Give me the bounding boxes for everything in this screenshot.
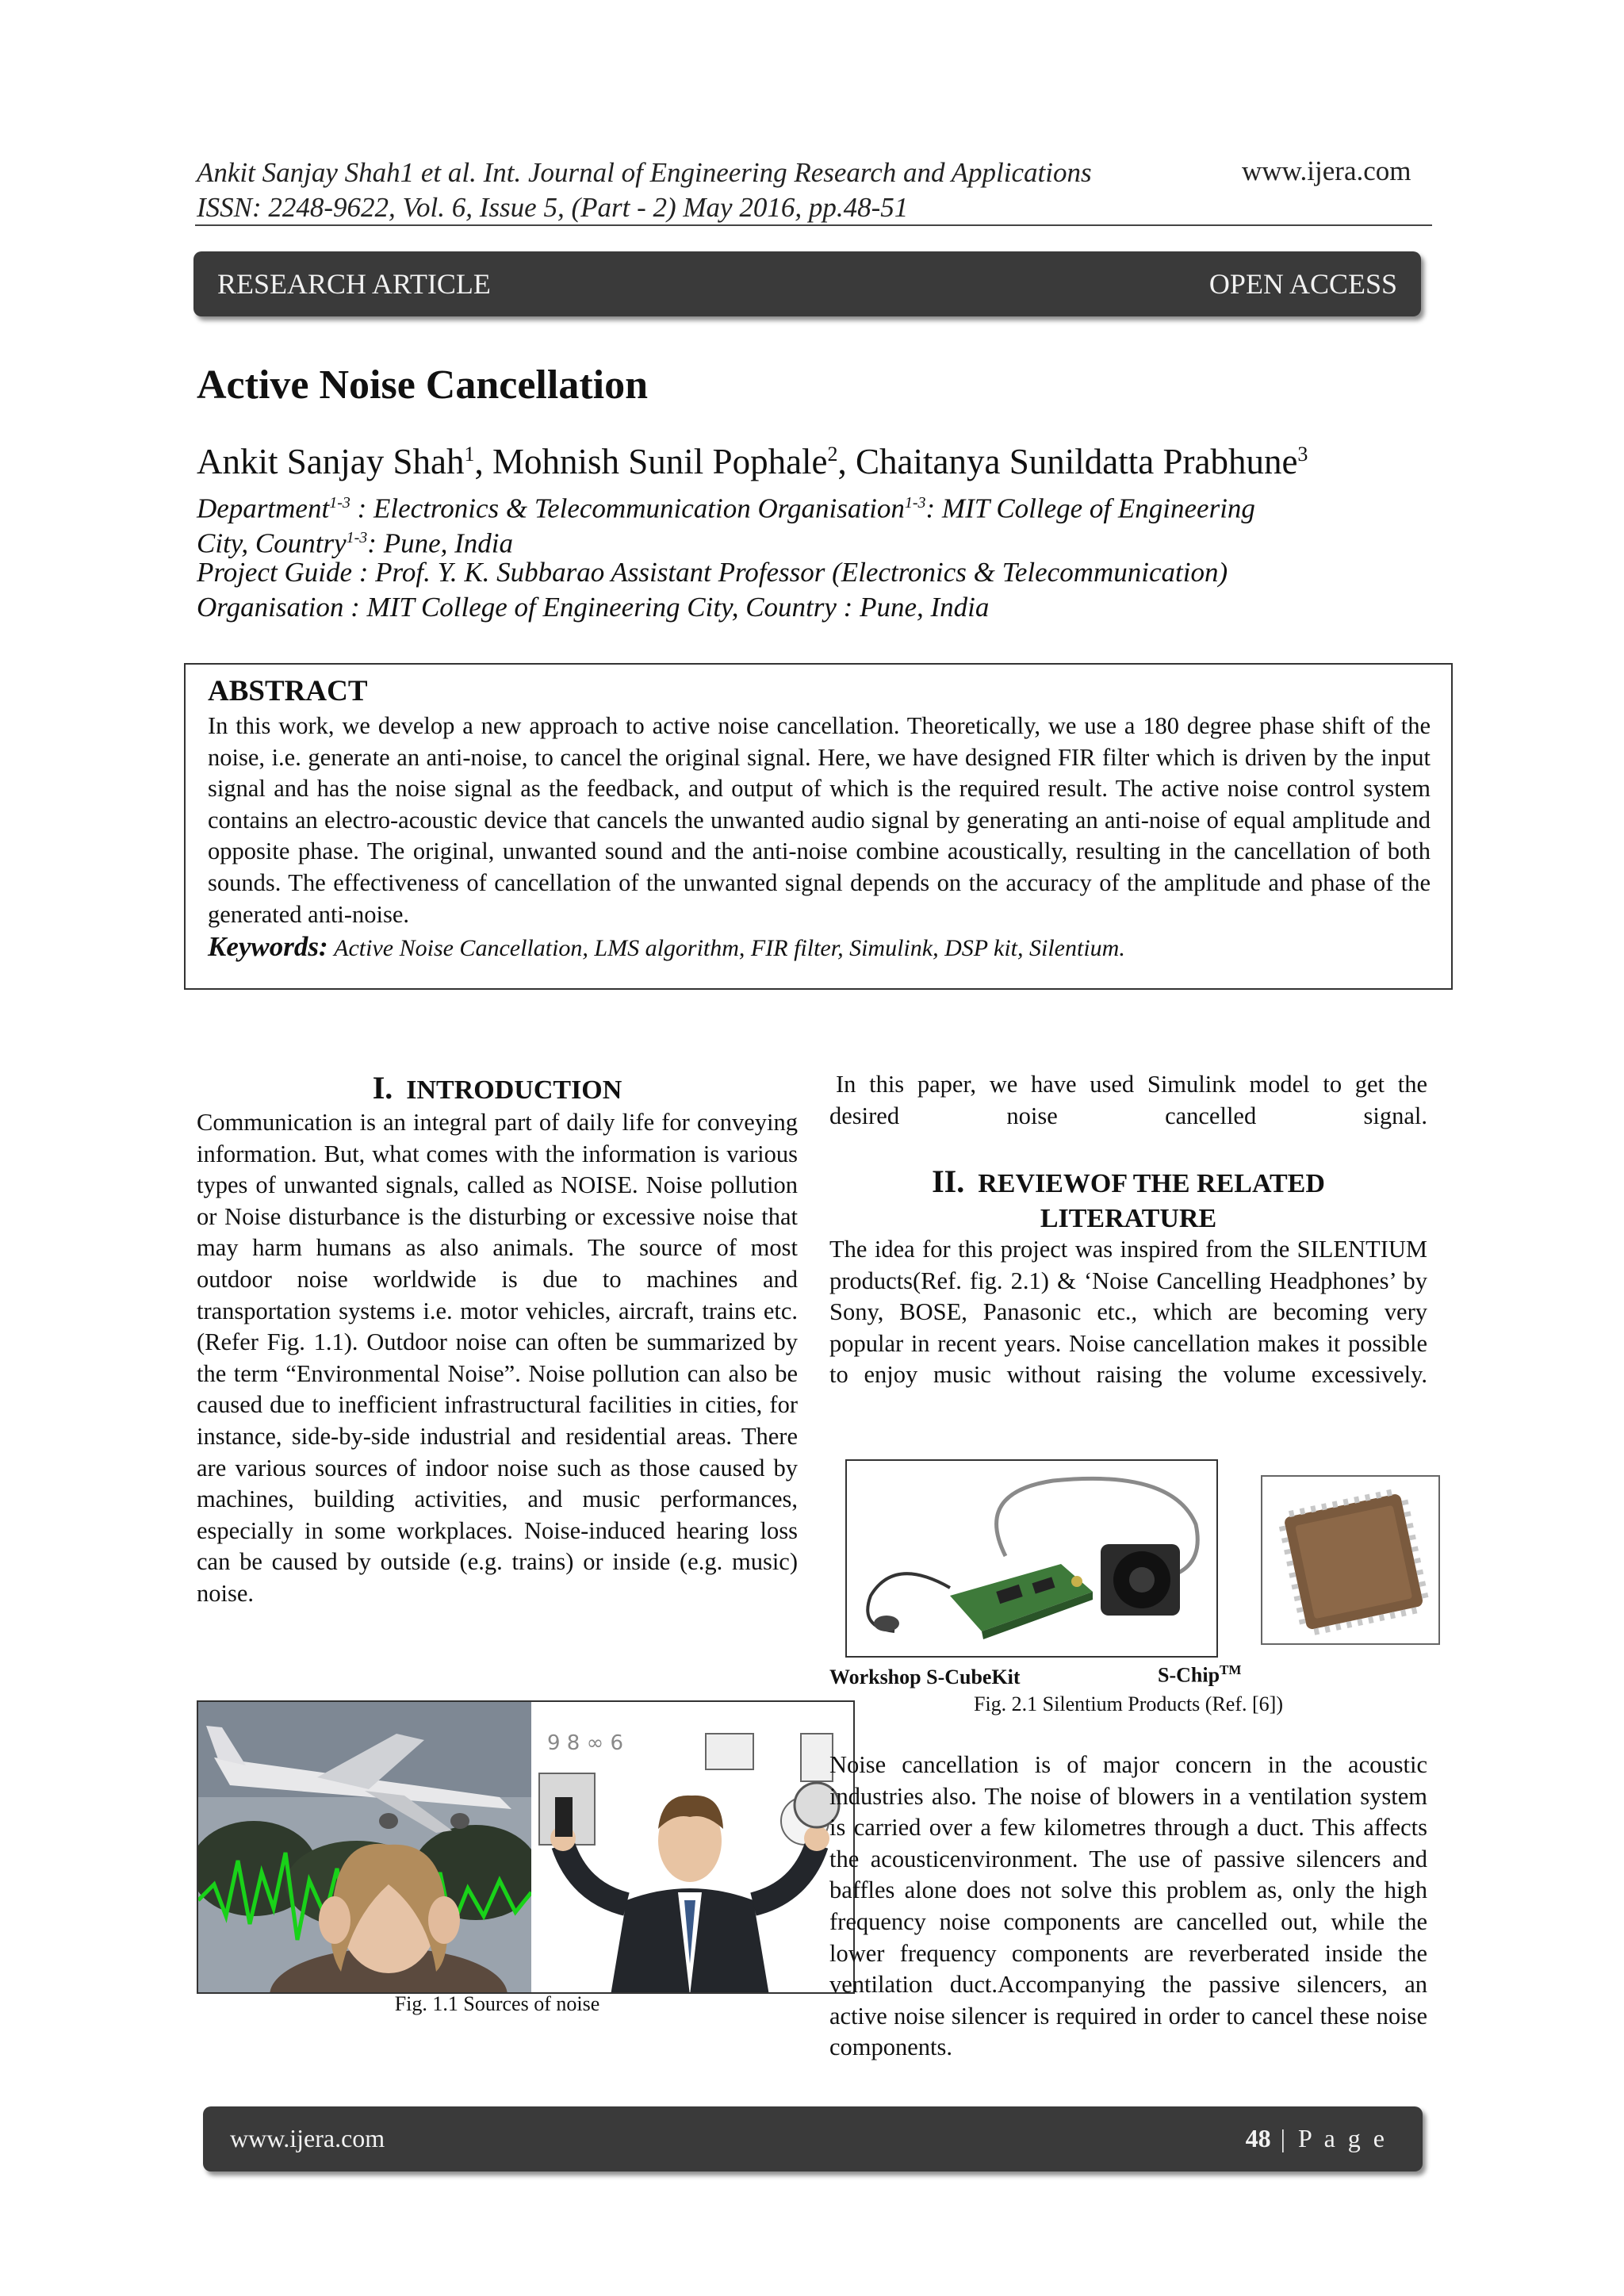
author-name: Chaitanya Sunildatta Prabhune [856, 442, 1298, 481]
sources-of-noise-figure [197, 1700, 855, 1994]
s-cubekit-illustration [847, 1461, 1218, 1658]
open-access-label: OPEN ACCESS [1208, 268, 1397, 300]
s-chip-photo [1261, 1475, 1440, 1645]
author-sup: 3 [1297, 443, 1308, 466]
author-name: Ankit Sanjay Shah [197, 442, 465, 481]
paper-title: Active Noise Cancellation [197, 362, 649, 408]
dept-text: : Electronics & Telecommunication Organisation [350, 493, 905, 524]
page-label: | P a g e [1270, 2124, 1388, 2152]
section-2-number: II. [932, 1163, 965, 1199]
noise-collage-illustration [198, 1702, 855, 1994]
page-number-value: 48 [1245, 2124, 1271, 2152]
research-article-label: RESEARCH ARTICLE [217, 268, 491, 300]
fig-2-1-caption: Fig. 2.1 Silentium Products (Ref. [6]) [974, 1692, 1283, 1715]
section-1-number: I. [372, 1070, 393, 1106]
header-rule [195, 224, 1432, 226]
organisation: Organisation : MIT College of Engineering City, Country : Pune, India [197, 592, 990, 623]
s-chip-name: S-Chip [1158, 1663, 1220, 1687]
acoustic-industry-body: Noise cancellation is of major concern in the acoustic industries also. The noise of blowers in a ventilation system is carried over a few kilometres through a duct. This affects the acousticenvironment. The use of passive silencers and baffles alone does not solve this problem as, only the high frequency noise components are cancelled out, while the lower frequency components are reverberated inside the ventilation duct.Accompanying the passive silencers, an active noise silencer is required in order to cancel these noise components. [829, 1751, 1427, 2061]
simulink-intro-text: In this paper, we have used Simulink model to get the desired noise cancelled signal. [829, 1071, 1427, 1129]
s-chip-illustration [1262, 1477, 1440, 1645]
section-2-title-line1: REVIEWOF THE RELATED [978, 1169, 1325, 1198]
s-cubekit-photo [845, 1459, 1218, 1658]
author-sup: 2 [827, 443, 838, 466]
svg-text:9 8 ∞ 6: 9 8 ∞ 6 [547, 1731, 624, 1755]
author-list: Ankit Sanjay Shah$^1$, Mohnish Sunil Pophale$^2$, Chaitanya Sunildatta Prabhune$^3$ [197, 442, 1308, 481]
dept-label: Department [197, 493, 330, 524]
abstract-box [184, 663, 1453, 990]
journal-citation-line: Ankit Sanjay Shah1 et al. Int. Journal of Engineering Research and Applications [197, 157, 1092, 188]
journal-issn-line: ISSN: 2248-9622, Vol. 6, Issue 5, (Part - 2) May 2016, pp.48-51 [197, 192, 909, 223]
s-chip-label [1158, 1662, 1241, 1688]
keywords-label: Keywords: [208, 931, 328, 962]
author-sup: 1 [464, 443, 475, 466]
review-body: The idea for this project was inspired from the SILENTIUM products(Ref. fig. 2.1) & ‘Noise Cancelling Headphones’ by Sony, BOSE, Panasonic etc., which are becoming very popular in recent years. Noise cancellation makes it possible to enjoy music without raising the volume excessively. [829, 1236, 1427, 1389]
keywords-text: Active Noise Cancellation, LMS algorithm, FIR filter, Simulink, DSP kit, Silentium. [334, 935, 1125, 961]
section-1-title: INTRODUCTION [406, 1075, 622, 1105]
org-sup: 1-3 [904, 494, 926, 512]
article-type-banner [193, 251, 1421, 316]
section-2-heading [829, 1164, 1427, 1236]
section-2-title-line2: LITERATURE [1040, 1204, 1217, 1233]
city-text: : Pune, India [367, 527, 513, 559]
org-text: : MIT College of Engineering [925, 493, 1255, 524]
abstract-body: In this work, we develop a new approach to active noise cancellation. Theoretically, we use a 180 degree phase shift of the noise, i.e. generate an anti-noise, to cancel the original signal. Here, we have designed FIR filter which is driven by the input signal and has the noise signal as the feedback, and output of which is the required result. The active noise control system contains an electro-acoustic device that cancels the unwanted audio signal by generating an anti-noise of equal amplitude and opposite phase. The original, unwanted sound and the anti-noise combine acoustically, resulting in the cancellation of both sounds. The effectiveness of cancellation of the unwanted signal depends on the accuracy of the amplitude and phase of the generated anti-noise. [208, 712, 1431, 928]
city-sup: 1-3 [346, 529, 368, 546]
trademark-sup: TM [1220, 1662, 1242, 1677]
keywords-line [208, 931, 1125, 963]
city-label: City, Country [197, 527, 347, 559]
dept-sup: 1-3 [329, 494, 350, 512]
page-number [1246, 2124, 1388, 2153]
introduction-body: Communication is an integral part of daily life for conveying information. But, what comes with the information is various types of unwanted signals, called as NOISE. Noise pollution or Noise disturbance is the disturbing or excessive noise that may harm humans as also animals. The source of most outdoor noise worldwide is due to machines and transportation systems i.e. motor vehicles, aircraft, trains etc. (Refer Fig. 1.1). Outdoor noise can often be summarized by the term “Environmental Noise”. Noise pollution can also be caused due to inefficient infrastructural facilities in cities, for instance, side-by-side industrial and residential areas. There are various sources of indoor noise such as those caused by machines, building activities, and music performances, especially in some workplaces. Noise-induced hearing loss can be caused by outside (e.g. trains) or inside (e.g. music) noise. [197, 1109, 798, 1607]
footer-website[interactable]: www.ijera.com [230, 2124, 385, 2152]
abstract-heading: ABSTRACT [208, 675, 368, 707]
page-footer [203, 2106, 1423, 2171]
section-1-heading [197, 1071, 798, 1108]
header-website[interactable]: www.ijera.com [1242, 155, 1411, 186]
fig-1-1-caption: Fig. 1.1 Sources of noise [394, 1992, 600, 2015]
author-name: Mohnish Sunil Pophale [492, 442, 828, 481]
s-cubekit-label: Workshop S-CubeKit [829, 1665, 1021, 1688]
project-guide: Project Guide : Prof. Y. K. Subbarao Assistant Professor (Electronics & Telecommunication) [197, 557, 1228, 588]
